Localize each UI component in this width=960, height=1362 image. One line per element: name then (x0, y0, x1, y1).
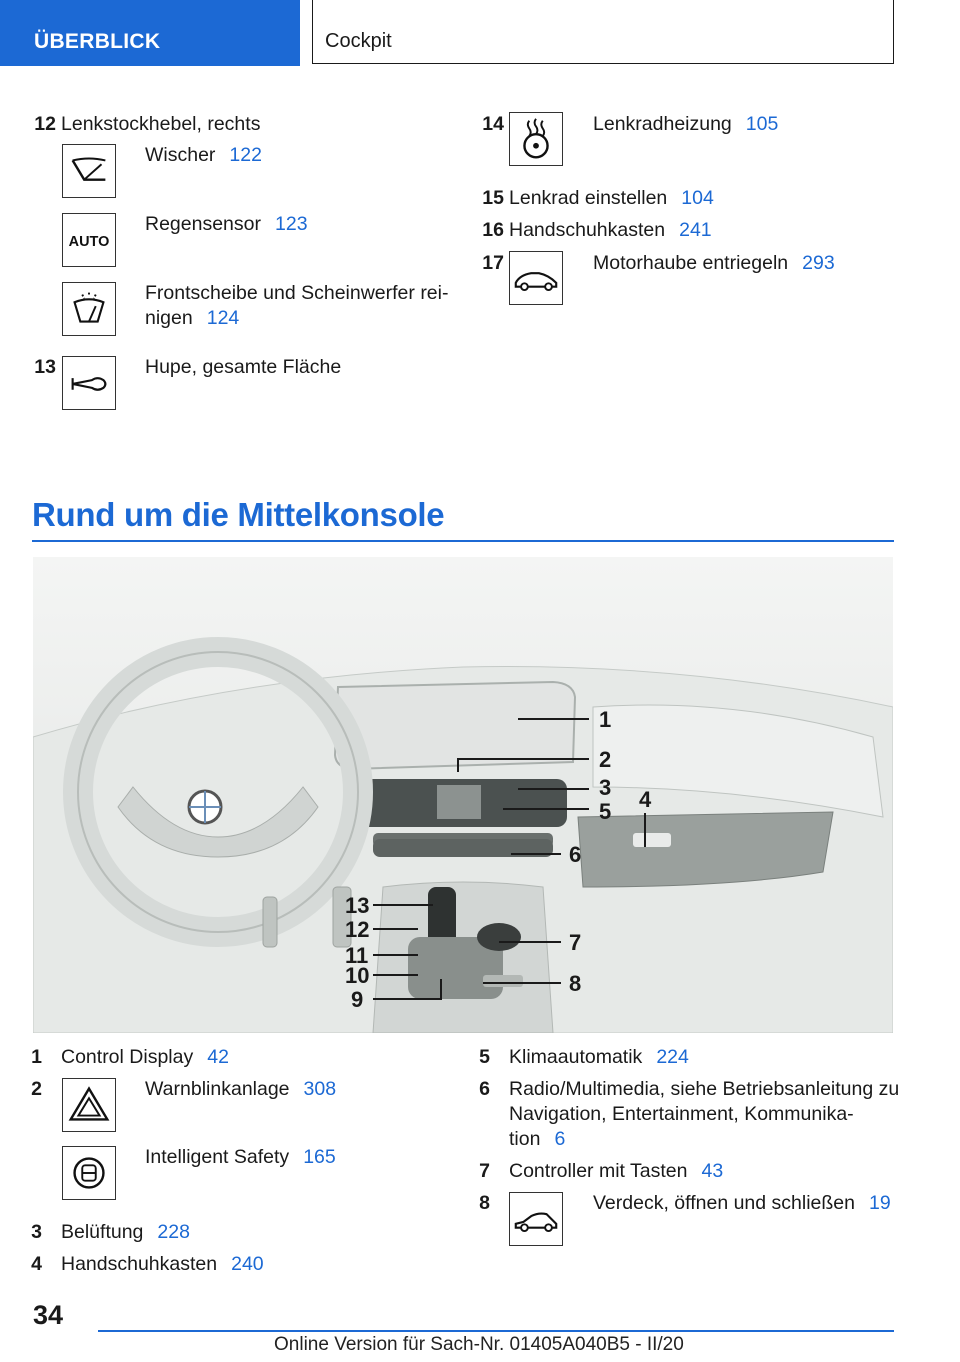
list-item (61, 1220, 190, 1245)
item-label: Handschuhkasten (509, 219, 666, 241)
callout-10: 10 (345, 963, 370, 988)
item-label: Regensensor (145, 213, 261, 235)
item-number: 7 (479, 1160, 490, 1182)
item-label: Verdeck, öffnen und schließen (593, 1192, 855, 1214)
steering-heat-icon (509, 112, 563, 166)
footer-text: Online Version für Sach-Nr. 01405A040B5 - II/20 (274, 1334, 684, 1355)
page-link[interactable]: 228 (157, 1221, 190, 1243)
item-label: Wischer (145, 144, 216, 166)
horn-icon (62, 356, 116, 410)
list-item (593, 251, 835, 276)
list-item (145, 212, 308, 237)
list-item (61, 1045, 229, 1070)
item-label: Radio/Multimedia, siehe Betriebsanleitung zu (509, 1078, 900, 1100)
item-number: 3 (31, 1221, 42, 1243)
page-link[interactable]: 105 (745, 113, 779, 135)
item-label: Lenkradheizung (593, 113, 732, 135)
list-item (145, 281, 448, 331)
list-item (509, 218, 712, 243)
list-item (145, 1077, 336, 1102)
page-link[interactable]: 42 (207, 1046, 229, 1068)
list-item (145, 143, 262, 168)
page-header (0, 0, 960, 66)
washer-icon (62, 282, 116, 336)
callout-3: 3 (599, 775, 612, 800)
page-link[interactable]: 43 (701, 1160, 724, 1182)
callout-8: 8 (569, 971, 582, 996)
item-number: 6 (479, 1078, 490, 1100)
callout-7: 7 (569, 930, 582, 955)
auto-rain-sensor-icon (62, 213, 116, 267)
section-label: ÜBERBLICK (34, 30, 161, 53)
page-link[interactable]: 308 (303, 1078, 337, 1100)
item-number: 4 (31, 1253, 42, 1275)
item-label: Klimaautomatik (509, 1046, 643, 1068)
callout-12: 12 (345, 917, 370, 942)
page-link[interactable]: 293 (802, 252, 835, 274)
intelligent-safety-icon (62, 1146, 116, 1200)
item-label: Navigation, Entertainment, Kommunika- (509, 1103, 854, 1125)
callout-2: 2 (599, 747, 612, 772)
callout-13: 13 (345, 893, 370, 918)
section-tab (0, 0, 300, 66)
list-item (509, 1045, 689, 1070)
item-number: 13 (34, 356, 56, 378)
callout-1: 1 (599, 707, 612, 732)
item-number: 17 (482, 252, 504, 274)
wiper-icon (62, 144, 116, 198)
item-label: Hupe, gesamte Fläche (145, 356, 342, 378)
callout-11: 11 (345, 943, 369, 968)
page-link[interactable]: 241 (679, 219, 712, 241)
item-label: Frontscheibe und Scheinwerfer rei- (145, 282, 449, 304)
page-link[interactable]: 122 (229, 144, 262, 166)
item-label: Belüftung (61, 1221, 144, 1243)
list-item (509, 1077, 899, 1152)
item-number: 16 (482, 219, 504, 241)
chapter-tab (312, 0, 894, 64)
item-label: Motorhaube entriegeln (593, 252, 789, 274)
footer-divider (98, 1330, 894, 1332)
item-label: Controller mit Tasten (509, 1160, 688, 1182)
list-item (509, 1159, 723, 1184)
convertible-top-icon (509, 1192, 563, 1246)
page-link[interactable]: 104 (681, 187, 714, 209)
callout-5: 5 (599, 799, 612, 824)
item-number: 5 (479, 1046, 490, 1068)
item-number: 8 (479, 1192, 490, 1214)
item-label: Warnblinkanlage (145, 1078, 290, 1100)
item-label: Intelligent Safety (145, 1146, 290, 1168)
page-link[interactable]: 6 (554, 1128, 566, 1150)
page-link[interactable]: 240 (231, 1253, 264, 1275)
page-number: 34 (33, 1300, 64, 1330)
item-number: 12 (34, 113, 56, 135)
list-item (509, 186, 714, 211)
list-item (145, 1145, 336, 1170)
page-link[interactable]: 123 (275, 213, 308, 235)
callout-9: 9 (351, 987, 364, 1012)
hood-release-icon (509, 251, 563, 305)
item-number: 2 (31, 1078, 42, 1100)
item-number: 1 (31, 1046, 42, 1068)
page-link[interactable]: 224 (656, 1046, 689, 1068)
callout-4: 4 (639, 787, 652, 812)
section-title: Rund um die Mittelkonsole (32, 496, 445, 533)
hazard-icon (62, 1078, 116, 1132)
item-label: Control Display (61, 1046, 194, 1068)
item-label: Lenkrad einstellen (509, 187, 668, 209)
heading-divider (32, 540, 894, 542)
list-item (593, 112, 778, 137)
cockpit-photo (33, 557, 893, 1033)
item-label: nigen (145, 307, 193, 329)
list-item (593, 1191, 891, 1216)
item-number: 14 (482, 113, 504, 135)
chapter-label: Cockpit (325, 30, 392, 52)
callout-6: 6 (569, 842, 582, 867)
page-link[interactable]: 165 (303, 1146, 336, 1168)
page-link[interactable]: 19 (868, 1192, 891, 1214)
svg-text:AUTO: AUTO (68, 233, 110, 250)
item-label: Handschuhkasten (61, 1253, 218, 1275)
item-label: Lenkstockhebel, rechts (61, 113, 261, 135)
list-item (61, 1252, 264, 1277)
item-number: 15 (482, 187, 504, 209)
item-label: tion (509, 1128, 541, 1150)
page-link[interactable]: 124 (206, 307, 240, 329)
